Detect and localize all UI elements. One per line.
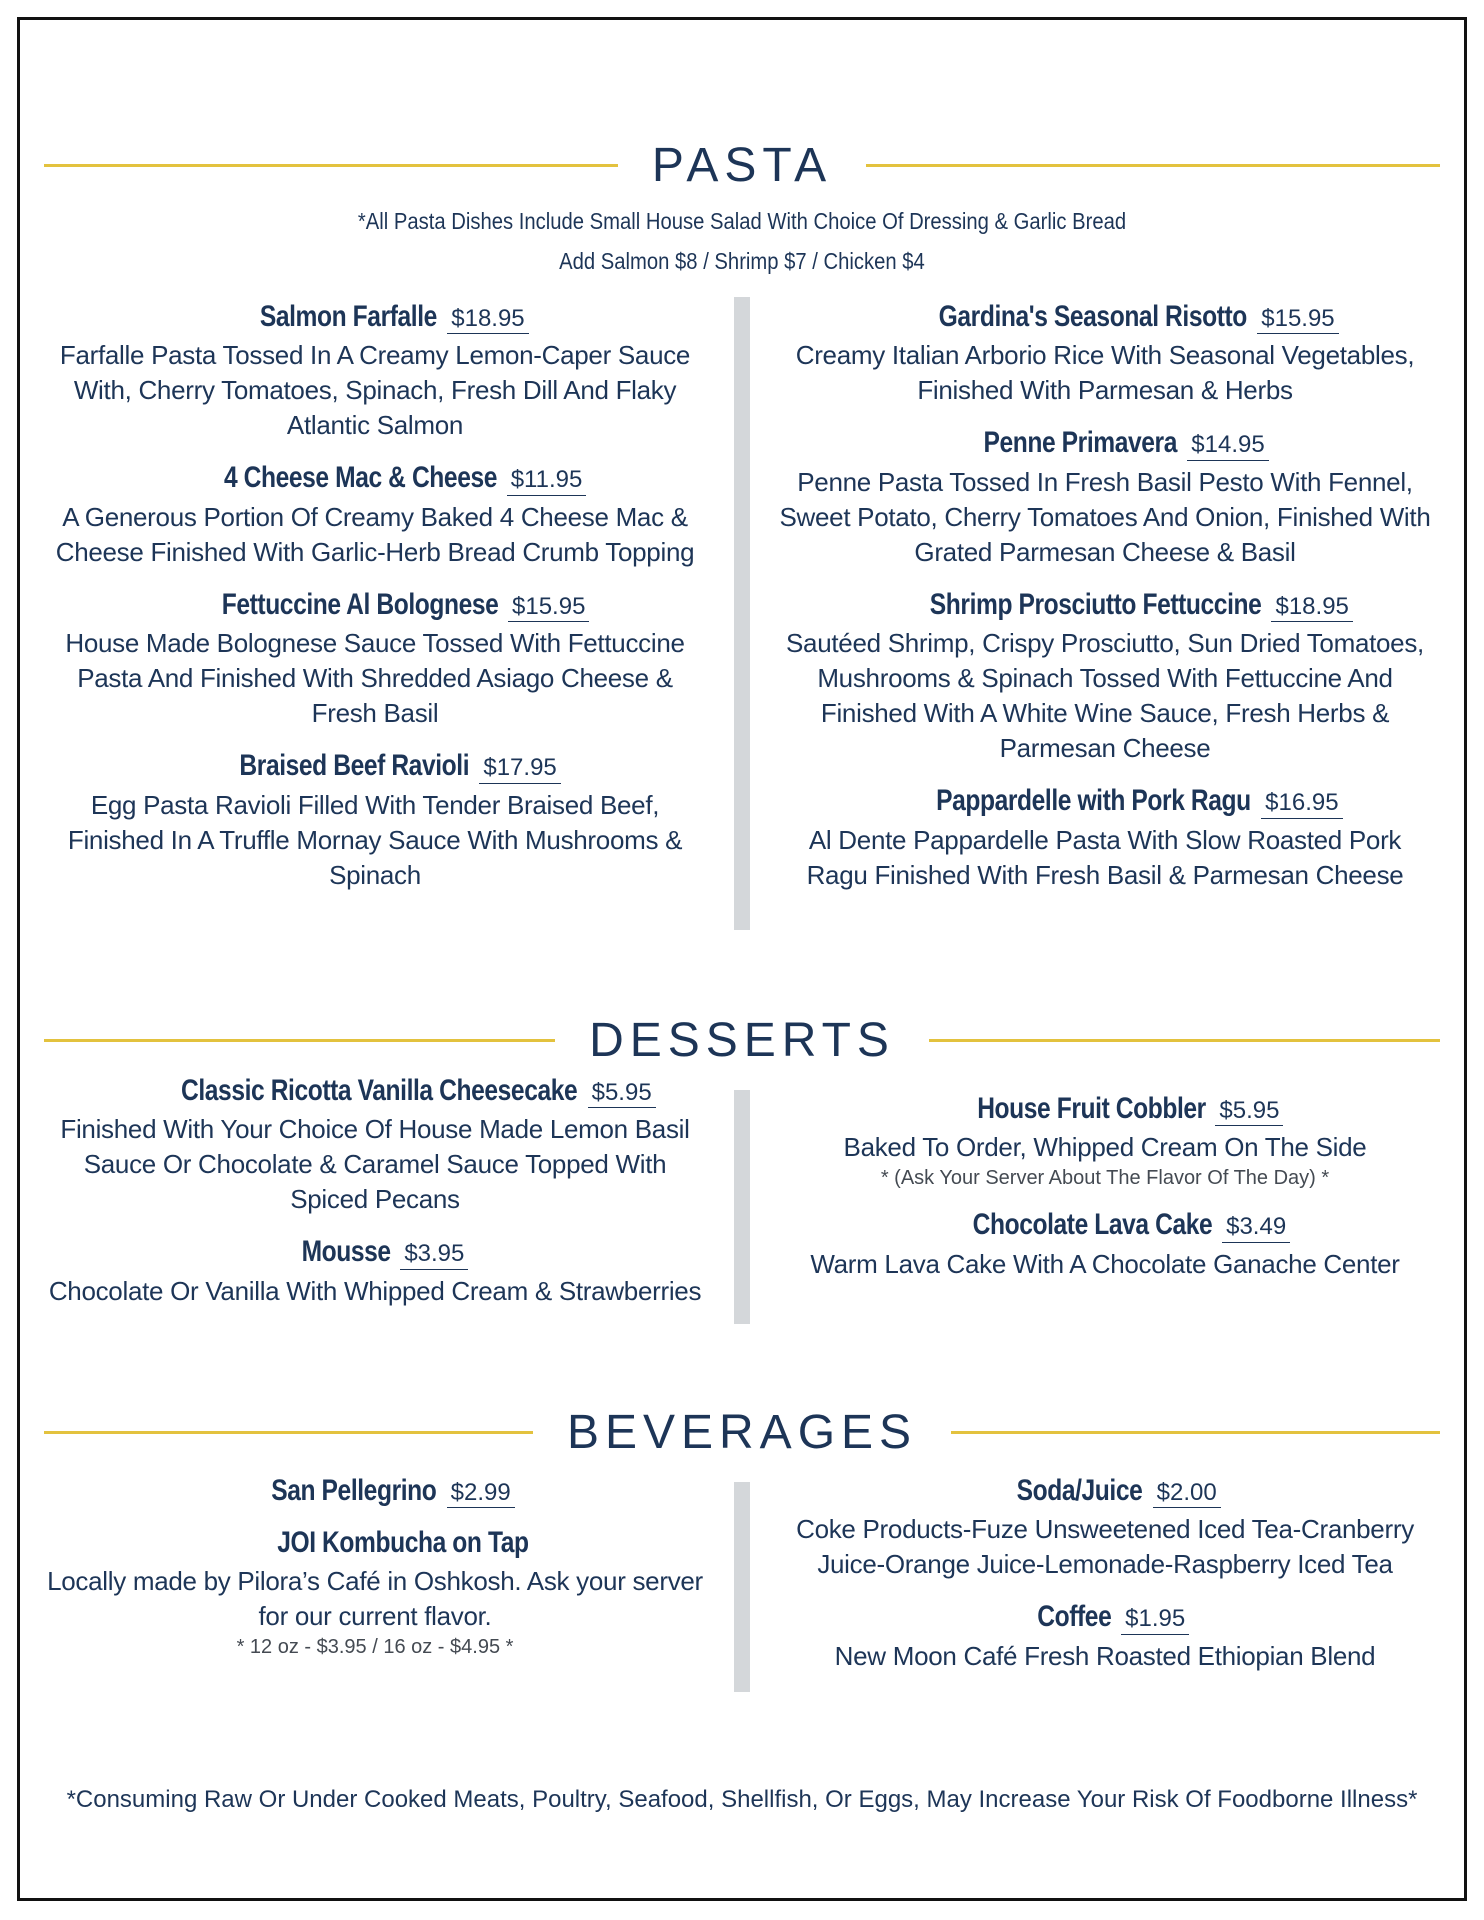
menu-item-name: Gardina's Seasonal Risotto	[939, 300, 1248, 333]
gold-rule	[44, 164, 618, 167]
menu-item-price: $15.95	[1257, 306, 1338, 334]
menu-item	[775, 588, 1435, 766]
menu-item-price: $14.95	[1187, 432, 1268, 460]
menu-item-heading	[45, 1074, 705, 1108]
menu-item-heading	[45, 588, 705, 622]
menu-item	[45, 1474, 705, 1508]
menu-item-price: $2.00	[1153, 1480, 1221, 1508]
menu-item	[775, 300, 1435, 408]
beverages-header	[44, 1402, 1440, 1462]
menu-item-heading	[775, 1092, 1435, 1126]
pasta-note: *All Pasta Dishes Include Small House Salad With Choice Of Dressing & Garlic Bread	[357, 208, 1127, 234]
menu-item-name: Penne Primavera	[983, 426, 1178, 460]
menu-item	[775, 1092, 1435, 1190]
menu-item	[775, 1600, 1435, 1673]
menu-item-description: Farfalle Pasta Tossed In A Creamy Lemon-Caper Sauce With, Cherry Tomatoes, Spinach, Fresh Dill And Flaky Atlantic Salmon	[59, 340, 691, 441]
menu-item-note: * 12 oz - $3.95 / 16 oz - $4.95 *	[236, 1636, 514, 1659]
menu-item-heading	[45, 749, 705, 783]
menu-item-description: Chocolate Or Vanilla With Whipped Cream & Strawberries	[48, 1275, 702, 1306]
menu-item-price: $18.95	[447, 306, 528, 334]
menu-item	[775, 1474, 1435, 1582]
menu-item-price: $1.95	[1121, 1606, 1189, 1634]
menu-item-heading	[775, 784, 1435, 818]
desserts-header	[44, 1010, 1440, 1070]
health-disclaimer: *Consuming Raw Or Under Cooked Meats, Poultry, Seafood, Shellfish, Or Eggs, May Increase Your Risk Of Foodborne Illness*	[66, 1786, 1418, 1813]
menu-item-description: Creamy Italian Arborio Rice With Seasonal Vegetables, Finished With Parmesan & Herbs	[795, 340, 1415, 406]
beverages-right-column	[775, 1474, 1435, 1692]
menu-item-heading	[45, 1474, 705, 1508]
menu-item-description: Warm Lava Cake With A Chocolate Ganache Center	[810, 1248, 1400, 1279]
desserts-left-column	[45, 1074, 705, 1327]
menu-item-name: JOI Kombucha on Tap	[276, 1526, 529, 1560]
gold-rule	[44, 1431, 533, 1434]
menu-item-description: A Generous Portion Of Creamy Baked 4 Cheese Mac & Cheese Finished With Garlic-Herb Bread Crumb Topping	[55, 501, 695, 567]
menu-item	[45, 300, 705, 443]
menu-item-heading	[775, 1474, 1435, 1508]
menu-item-heading	[45, 1526, 705, 1560]
menu-item-price: $2.99	[447, 1480, 515, 1508]
menu-item-name: Shrimp Prosciutto Fettuccine	[929, 587, 1262, 621]
menu-item-description: Locally made by Pilora’s Café in Oshkosh. Ask your server for our current flavor.	[47, 1566, 703, 1632]
menu-item-price: $18.95	[1271, 594, 1352, 622]
menu-item-description: Penne Pasta Tossed In Fresh Basil Pesto With Fennel, Sweet Potato, Cherry Tomatoes And Onion, Finished With Grated Parmesan Cheese & Basil	[779, 466, 1431, 567]
menu-item-name: Braised Beef Ravioli	[239, 749, 470, 783]
menu-item-price: $11.95	[507, 467, 587, 495]
menu-item-heading	[775, 300, 1435, 334]
menu-item	[45, 1074, 705, 1217]
section-title: BEVERAGES	[566, 1405, 918, 1459]
menu-item-description: Egg Pasta Ravioli Filled With Tender Braised Beef, Finished In A Truffle Mornay Sauce With Mushrooms & Spinach	[67, 789, 683, 890]
menu-item	[775, 426, 1435, 569]
menu-item	[775, 784, 1435, 892]
menu-item-name: Salmon Farfalle	[260, 300, 438, 333]
menu-item-description: New Moon Café Fresh Roasted Ethiopian Blend	[834, 1640, 1376, 1671]
menu-item-name: Pappardelle with Pork Ragu	[936, 784, 1252, 818]
menu-item-heading	[45, 461, 705, 495]
menu-item-price: $17.95	[479, 755, 560, 783]
menu-item-heading	[775, 1600, 1435, 1634]
section-title: DESSERTS	[589, 1013, 895, 1067]
menu-item	[45, 1526, 705, 1659]
menu-item-heading	[45, 1235, 705, 1269]
menu-item-description: House Made Bolognese Sauce Tossed With Fettuccine Pasta And Finished With Shredded Asiago Cheese & Fresh Basil	[65, 628, 685, 729]
menu-item-name: Soda/Juice	[1016, 1474, 1143, 1507]
pasta-left-column	[45, 300, 705, 911]
gold-rule	[929, 1039, 1440, 1042]
menu-item	[45, 461, 705, 569]
menu-item-name: Coffee	[1037, 1600, 1112, 1634]
menu-item-name: Classic Ricotta Vanilla Cheesecake	[181, 1074, 578, 1107]
pasta-header	[44, 135, 1440, 195]
menu-item-price: $3.49	[1222, 1214, 1290, 1242]
menu-item-heading	[775, 1208, 1435, 1242]
menu-item-note: * (Ask Your Server About The Flavor Of The Day) *	[880, 1167, 1330, 1190]
column-divider	[734, 1482, 750, 1692]
gold-rule	[44, 1039, 555, 1042]
menu-item-price: $5.95	[1215, 1098, 1283, 1126]
menu-item-name: House Fruit Cobbler	[976, 1092, 1206, 1125]
menu-item-name: San Pellegrino	[271, 1474, 437, 1507]
gold-rule	[951, 1431, 1440, 1434]
menu-item-description: Al Dente Pappardelle Pasta With Slow Roasted Pork Ragu Finished With Fresh Basil & Parmesan Cheese	[806, 824, 1404, 890]
menu-item-description: Coke Products-Fuze Unsweetened Iced Tea-Cranberry Juice-Orange Juice-Lemonade-Raspberry Iced Tea	[796, 1514, 1414, 1580]
menu-item-price: $3.95	[400, 1241, 468, 1269]
column-divider	[734, 297, 750, 930]
gold-rule	[866, 164, 1440, 167]
menu-item	[45, 588, 705, 731]
menu-item-name: Chocolate Lava Cake	[972, 1208, 1213, 1242]
menu-item	[775, 1208, 1435, 1281]
pasta-right-column	[775, 300, 1435, 911]
menu-item-price: $15.95	[508, 594, 589, 622]
menu-item-description: Finished With Your Choice Of House Made Lemon Basil Sauce Or Chocolate & Caramel Sauce Topped With Spiced Pecans	[60, 1114, 690, 1215]
menu-item-price: $16.95	[1261, 790, 1342, 818]
menu-item-price: $5.95	[588, 1080, 656, 1108]
menu-item-heading	[775, 588, 1435, 622]
desserts-right-column	[775, 1092, 1435, 1300]
menu-item-heading	[45, 300, 705, 334]
menu-item-name: Fettuccine Al Bolognese	[221, 587, 499, 621]
column-divider	[734, 1090, 750, 1324]
menu-item-name: Mousse	[301, 1235, 391, 1269]
menu-item-description: Baked To Order, Whipped Cream On The Side	[843, 1132, 1367, 1163]
menu-item	[45, 1235, 705, 1308]
pasta-addons-note: Add Salmon $8 / Shrimp $7 / Chicken $4	[559, 248, 925, 274]
menu-item-name: 4 Cheese Mac & Cheese	[223, 461, 497, 495]
menu-item	[45, 749, 705, 892]
menu-item-description: Sautéed Shrimp, Crispy Prosciutto, Sun Dried Tomatoes, Mushrooms & Spinach Tossed With Fettuccine And Finished With A White Wine Sauce, Fresh Herbs & Parmesan Cheese	[786, 628, 1424, 764]
beverages-left-column	[45, 1474, 705, 1677]
menu-item-heading	[775, 426, 1435, 460]
section-title: PASTA	[651, 138, 833, 192]
